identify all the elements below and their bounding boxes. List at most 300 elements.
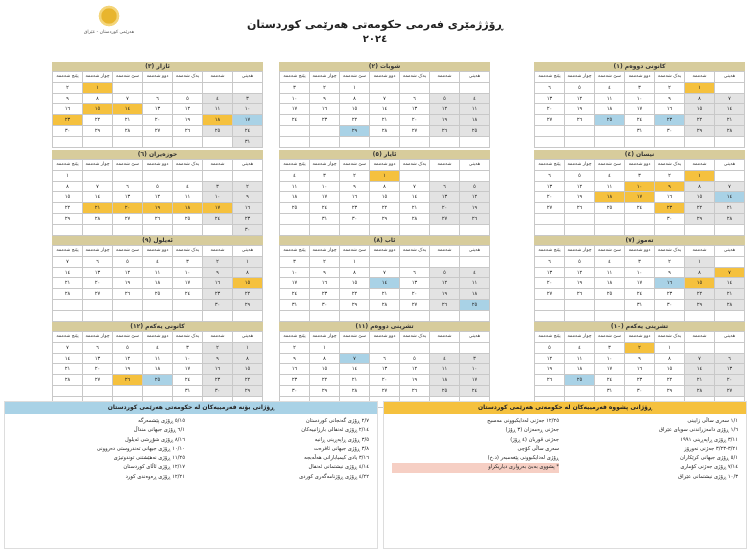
day-cell: ٢٠ — [715, 375, 745, 386]
day-cell: ٢٩ — [310, 386, 340, 397]
day-cell — [173, 171, 203, 182]
day-cell: ٢ — [340, 171, 370, 182]
day-cell: ١٧ — [625, 192, 655, 203]
day-cell: ١٢ — [143, 192, 173, 203]
day-cell — [203, 171, 233, 182]
day-cell: ١ — [370, 171, 400, 182]
day-cell: ٢٧ — [83, 375, 113, 386]
day-cell: ٣ — [625, 171, 655, 182]
day-cell: ٣١ — [595, 386, 625, 397]
day-cell: ١٧ — [233, 115, 263, 126]
day-cell: ٢٣ — [203, 375, 233, 386]
day-cell — [370, 225, 400, 236]
weekday-header: هەینی — [233, 246, 263, 257]
weekday-header: یەک شەممە — [655, 332, 685, 343]
weekday-header: پێنج شەممە — [535, 332, 565, 343]
day-cell: ١٩ — [460, 203, 490, 214]
day-cell: ٦ — [400, 94, 430, 105]
day-cell: ٢٤ — [280, 115, 310, 126]
list-item: ١٢/٢١ ڕۆژی ڕەوەندی کورد — [125, 473, 185, 480]
weekday-header: چوار شەممە — [83, 160, 113, 171]
day-cell: ١٧ — [625, 278, 655, 289]
weekday-header: هەینی — [715, 246, 745, 257]
day-cell: ١٧ — [625, 104, 655, 115]
day-cell: ٢٥ — [203, 126, 233, 137]
day-cell: ٣٠ — [655, 126, 685, 137]
day-cell: ٢٠ — [535, 192, 565, 203]
day-cell: ٢٥ — [430, 386, 460, 397]
day-cell — [535, 214, 565, 225]
day-cell: ١١ — [430, 364, 460, 375]
day-cell: ٤ — [143, 257, 173, 268]
day-cell — [430, 225, 460, 236]
day-cell: ١٨ — [280, 192, 310, 203]
day-cell: ٢١ — [370, 115, 400, 126]
day-cell: ٢١ — [340, 375, 370, 386]
day-cell — [370, 257, 400, 268]
day-cell: ٨ — [370, 182, 400, 193]
weekday-header: یەک شەممە — [400, 332, 430, 343]
day-cell — [685, 343, 715, 354]
day-cell: ١٦ — [310, 104, 340, 115]
day-cell: ٣٠ — [280, 386, 310, 397]
day-cell: ٢٥ — [280, 203, 310, 214]
day-cell: ٢٥ — [143, 289, 173, 300]
day-cell: ٢٨ — [113, 126, 143, 137]
month-title: ئەیلول (٩) — [52, 236, 263, 245]
day-cell: ٣١ — [625, 126, 655, 137]
day-cell — [535, 300, 565, 311]
day-cell: ٢٥ — [460, 126, 490, 137]
day-cell: ١٩ — [113, 278, 143, 289]
weekday-header: چوار شەممە — [565, 160, 595, 171]
list-item: ٣/٥ ڕۆژی ڕاپەڕینی ڕانیە — [314, 436, 369, 443]
day-cell: ٣ — [460, 354, 490, 365]
day-cell: ١ — [655, 343, 685, 354]
day-cell — [595, 225, 625, 236]
day-cell: ١٥ — [340, 104, 370, 115]
list-item: ٣/٨ ڕۆژی جیهانی ئافرەت — [314, 445, 369, 452]
day-cell — [655, 137, 685, 148]
day-cell: ٨ — [655, 354, 685, 365]
day-cell — [655, 225, 685, 236]
month-calendar — [534, 322, 745, 408]
day-cell: ٢١ — [715, 289, 745, 300]
day-cell: ١ — [83, 83, 113, 94]
day-cell — [565, 311, 595, 322]
day-cell — [565, 126, 595, 137]
day-cell — [113, 83, 143, 94]
month-title: شوبات (٢) — [279, 62, 490, 71]
day-cell: ٣٠ — [203, 300, 233, 311]
list-item: ڕۆژی لەدایکبوونی پێغەمبەر (د.خ) — [487, 455, 559, 462]
weekday-header: پێنج شەممە — [280, 246, 310, 257]
day-cell — [460, 257, 490, 268]
day-cell: ٢٦ — [535, 375, 565, 386]
day-cell — [400, 343, 430, 354]
day-cell: ١٨ — [203, 115, 233, 126]
day-cell: ١٥ — [83, 104, 113, 115]
weekday-header: یەک شەممە — [655, 72, 685, 83]
day-cell: ٣ — [625, 257, 655, 268]
day-cell — [460, 311, 490, 322]
day-cell: ١ — [340, 83, 370, 94]
day-cell: ١٦ — [625, 364, 655, 375]
day-cell: ٤ — [595, 257, 625, 268]
day-cell: ٢٥ — [143, 375, 173, 386]
day-cell: ٨ — [83, 94, 113, 105]
list-item: ٣/١١ ڕۆژی ڕاپەڕینی ١٩٩١ — [680, 436, 738, 443]
weekday-header: سێ شەممە — [113, 160, 143, 171]
day-cell — [715, 83, 745, 94]
day-cell: ٢٣ — [655, 203, 685, 214]
day-cell: ٣٠ — [655, 214, 685, 225]
day-cell: ١٢ — [430, 104, 460, 115]
day-cell: ١٩ — [565, 104, 595, 115]
day-cell: ٢٧ — [400, 126, 430, 137]
day-cell: ٢٧ — [370, 386, 400, 397]
day-cell: ١٥ — [340, 278, 370, 289]
day-cell: ٨ — [340, 94, 370, 105]
day-cell: ٢٤ — [233, 126, 263, 137]
day-cell: ١ — [340, 257, 370, 268]
list-item: ٣/١٦ یادی کیمیابارانی هەڵەبجە — [304, 455, 369, 462]
day-cell: ١٧ — [173, 364, 203, 375]
day-cell: ٢٧ — [143, 126, 173, 137]
day-cell: ٦ — [143, 94, 173, 105]
day-cell: ١٣ — [535, 94, 565, 105]
day-cell: ٢٩ — [655, 386, 685, 397]
list-item: ٧/١٤ ڕۆژی جەژنی کۆماری — [680, 464, 738, 471]
list-item: ١٠/٣ ڕۆژی نیشتمانی عێراق — [678, 473, 738, 480]
day-cell: ٢٢ — [83, 115, 113, 126]
month-calendar — [52, 150, 263, 236]
day-cell: ٢٨ — [53, 289, 83, 300]
day-cell: ٢٢ — [53, 203, 83, 214]
day-cell: ٢٠ — [400, 289, 430, 300]
month-title: نیسان (٤) — [534, 150, 745, 159]
day-cell: ٧ — [715, 182, 745, 193]
month-calendar — [279, 236, 490, 322]
day-cell: ٥ — [565, 171, 595, 182]
weekday-header: هەینی — [233, 160, 263, 171]
day-cell: ١٩ — [400, 375, 430, 386]
day-cell — [173, 311, 203, 322]
day-cell: ١٥ — [310, 364, 340, 375]
day-cell: ٢٠ — [535, 278, 565, 289]
month-title: حوزەیران (٦) — [52, 150, 263, 159]
day-cell: ٢٤ — [173, 289, 203, 300]
day-cell: ١١ — [203, 104, 233, 115]
day-cell: ٢١ — [113, 115, 143, 126]
day-cell: ١٥ — [685, 104, 715, 115]
weekday-header: دوو شەممە — [625, 72, 655, 83]
day-cell: ١٦ — [53, 104, 83, 115]
day-cell — [400, 83, 430, 94]
day-cell: ٢١ — [53, 364, 83, 375]
day-cell: ١٠ — [625, 182, 655, 193]
day-cell: ٢٩ — [53, 214, 83, 225]
day-cell: ٣ — [173, 257, 203, 268]
day-cell: ٢٢ — [233, 375, 263, 386]
day-cell — [535, 225, 565, 236]
day-cell: ١٦ — [203, 278, 233, 289]
day-cell: ٢٦ — [113, 375, 143, 386]
day-cell: ٢٨ — [83, 214, 113, 225]
weekday-header: سێ شەممە — [595, 332, 625, 343]
month-calendar — [534, 62, 745, 148]
day-cell — [715, 343, 745, 354]
day-cell — [400, 257, 430, 268]
day-cell: ١٤ — [340, 364, 370, 375]
day-cell — [685, 137, 715, 148]
day-cell: ٢٢ — [340, 115, 370, 126]
day-cell: ٣ — [233, 94, 263, 105]
day-cell: ١٢ — [565, 94, 595, 105]
day-cell: ٢٥ — [595, 115, 625, 126]
day-cell: ٢١ — [685, 375, 715, 386]
day-cell: ١ — [310, 343, 340, 354]
day-cell: ١٠ — [280, 268, 310, 279]
day-cell: ٢٤ — [595, 375, 625, 386]
day-cell — [430, 83, 460, 94]
month-calendar — [52, 62, 263, 148]
day-cell — [113, 137, 143, 148]
weekday-header: چوار شەممە — [310, 246, 340, 257]
weekday-header: یەک شەممە — [400, 246, 430, 257]
day-cell: ١٠ — [595, 354, 625, 365]
day-cell — [685, 225, 715, 236]
day-cell: ٣ — [280, 257, 310, 268]
weekday-header: چوار شەممە — [83, 72, 113, 83]
day-cell: ٩ — [310, 94, 340, 105]
day-cell: ٢١ — [400, 203, 430, 214]
day-cell: ٦ — [83, 257, 113, 268]
day-cell — [460, 225, 490, 236]
day-cell: ٢٣ — [53, 115, 83, 126]
month-title: ئازار (٣) — [52, 62, 263, 71]
day-cell: ٢٨ — [53, 375, 83, 386]
day-cell: ٢٠ — [370, 375, 400, 386]
weekday-header: یەک شەممە — [655, 160, 685, 171]
day-cell: ١٠ — [173, 354, 203, 365]
day-cell: ١٦ — [280, 364, 310, 375]
day-cell: ١٩ — [143, 203, 173, 214]
day-cell: ١٤ — [53, 268, 83, 279]
weekday-header: شەممە — [685, 160, 715, 171]
weekday-header: دوو شەممە — [143, 160, 173, 171]
month-title: تشرینی یەکەم (١٠) — [534, 322, 745, 331]
weekday-header: دوو شەممە — [370, 72, 400, 83]
weekday-header: هەینی — [715, 72, 745, 83]
day-cell — [430, 343, 460, 354]
day-cell — [595, 214, 625, 225]
day-cell: ١٠ — [625, 94, 655, 105]
day-cell: ٢٢ — [685, 289, 715, 300]
day-cell: ١ — [53, 171, 83, 182]
day-cell — [595, 300, 625, 311]
day-cell: ٣٠ — [53, 126, 83, 137]
day-cell: ١٧ — [173, 278, 203, 289]
day-cell — [715, 225, 745, 236]
day-cell: ٢٧ — [715, 386, 745, 397]
day-cell: ٣٠ — [340, 214, 370, 225]
day-cell: ١١ — [595, 182, 625, 193]
day-cell: ٩ — [655, 182, 685, 193]
weekday-header: دوو شەممە — [143, 332, 173, 343]
day-cell — [430, 311, 460, 322]
day-cell: ٢ — [655, 257, 685, 268]
weekday-header: هەینی — [715, 160, 745, 171]
day-cell: ٢٩ — [340, 126, 370, 137]
logo-caption: هەرێمی کوردستان - عێراق — [83, 30, 135, 35]
day-cell: ٢٧ — [113, 214, 143, 225]
day-cell: ١٠ — [233, 104, 263, 115]
weekday-header: چوار شەممە — [565, 246, 595, 257]
day-cell — [173, 83, 203, 94]
weekday-header: هەینی — [460, 72, 490, 83]
day-cell: ٢٢ — [370, 203, 400, 214]
day-cell — [430, 257, 460, 268]
day-cell: ٨ — [233, 268, 263, 279]
day-cell: ١١ — [143, 268, 173, 279]
day-cell: ٥ — [400, 354, 430, 365]
day-cell — [143, 137, 173, 148]
day-cell: ١٥ — [53, 192, 83, 203]
day-cell: ١٩ — [173, 115, 203, 126]
weekday-header: شەممە — [430, 72, 460, 83]
day-cell — [655, 311, 685, 322]
day-cell: ٢٣ — [625, 375, 655, 386]
list-item: ١١/٢٥ ڕۆژی نەهێشتنی توندوتیژی — [113, 455, 185, 462]
day-cell: ٢٨ — [370, 300, 400, 311]
official-holidays-panel — [383, 401, 747, 549]
day-cell: ٥ — [565, 83, 595, 94]
day-cell: ٣١ — [280, 300, 310, 311]
day-cell: ١٩ — [430, 289, 460, 300]
list-item: ١٢/١٧ ڕۆژی ئاڵای کوردستان — [123, 464, 185, 471]
day-cell: ٥ — [430, 268, 460, 279]
day-cell — [595, 311, 625, 322]
day-cell: ١٨ — [595, 278, 625, 289]
day-cell — [370, 83, 400, 94]
day-cell: ٣ — [280, 83, 310, 94]
day-cell: ٣ — [625, 83, 655, 94]
day-cell: ١٣ — [400, 104, 430, 115]
national-days-panel — [4, 401, 378, 549]
day-cell: ١٠ — [280, 94, 310, 105]
day-cell: ٢٩ — [340, 300, 370, 311]
month-calendar — [279, 322, 490, 408]
list-item: ١/١ سەری ساڵی زایینی — [687, 418, 738, 424]
weekday-header: شەممە — [203, 246, 233, 257]
day-cell — [173, 225, 203, 236]
day-cell — [113, 300, 143, 311]
weekday-header: چوار شەممە — [310, 160, 340, 171]
day-cell — [53, 225, 83, 236]
day-cell: ١٢ — [430, 278, 460, 289]
day-cell: ١٨ — [143, 364, 173, 375]
month-calendar — [52, 322, 263, 408]
day-cell: ٩ — [233, 192, 263, 203]
day-cell: ٢٤ — [460, 386, 490, 397]
day-cell: ٢٠ — [113, 203, 143, 214]
day-cell: ١١ — [460, 104, 490, 115]
day-cell — [233, 171, 263, 182]
day-cell — [143, 386, 173, 397]
day-cell: ٢٣ — [233, 214, 263, 225]
day-cell — [143, 300, 173, 311]
day-cell: ٤ — [565, 343, 595, 354]
day-cell: ١ — [685, 257, 715, 268]
list-item: ١/٦ ڕۆژی دامەزراندنی سوپای عێراق — [659, 427, 738, 434]
day-cell: ١٦ — [203, 364, 233, 375]
weekday-header: چوار شەممە — [83, 246, 113, 257]
day-cell — [625, 311, 655, 322]
day-cell — [203, 137, 233, 148]
day-cell — [310, 126, 340, 137]
day-cell: ٤ — [280, 171, 310, 182]
day-cell: ٢٦ — [565, 289, 595, 300]
day-cell: ٢٢ — [310, 375, 340, 386]
day-cell: ١٨ — [430, 375, 460, 386]
day-cell: ٤ — [430, 354, 460, 365]
day-cell — [535, 311, 565, 322]
day-cell — [113, 311, 143, 322]
day-cell: ١١ — [595, 268, 625, 279]
day-cell: ٤ — [143, 343, 173, 354]
day-cell: ٢٦ — [143, 214, 173, 225]
day-cell: ١٦ — [655, 192, 685, 203]
day-cell — [340, 225, 370, 236]
day-cell — [203, 311, 233, 322]
day-cell — [53, 311, 83, 322]
weekday-header: یەک شەممە — [173, 72, 203, 83]
weekday-header: پێنج شەممە — [280, 160, 310, 171]
day-cell — [143, 311, 173, 322]
official-holidays-title: ڕۆژانی پشووە فەرمییەکان لە حکومەتی هەرێمی کوردستان — [384, 402, 746, 414]
day-cell: ٧ — [340, 354, 370, 365]
day-cell: ٥ — [113, 257, 143, 268]
day-cell — [370, 311, 400, 322]
day-cell: ٦ — [535, 83, 565, 94]
day-cell: ٢ — [655, 171, 685, 182]
day-cell: ٢٣ — [655, 115, 685, 126]
day-cell: ١٧ — [310, 192, 340, 203]
day-cell: ٢٤ — [280, 289, 310, 300]
day-cell: ٣٠ — [203, 386, 233, 397]
month-title: کانونی یەکەم (١٢) — [52, 322, 263, 331]
day-cell: ١١ — [143, 354, 173, 365]
day-cell — [83, 300, 113, 311]
day-cell — [715, 257, 745, 268]
weekday-header: هەینی — [460, 160, 490, 171]
day-cell: ١٨ — [173, 203, 203, 214]
day-cell: ٢٢ — [233, 289, 263, 300]
day-cell: ٢ — [203, 257, 233, 268]
day-cell: ٧ — [83, 182, 113, 193]
day-cell: ٣٠ — [625, 386, 655, 397]
day-cell: ٨ — [233, 354, 263, 365]
day-cell: ٩ — [625, 354, 655, 365]
weekday-header: پێنج شەممە — [535, 72, 565, 83]
day-cell: ٢١ — [370, 289, 400, 300]
day-cell — [625, 225, 655, 236]
day-cell: ١٦ — [310, 278, 340, 289]
weekday-header: یەک شەممە — [655, 246, 685, 257]
day-cell: ١ — [233, 257, 263, 268]
day-cell: ٢٧ — [430, 214, 460, 225]
